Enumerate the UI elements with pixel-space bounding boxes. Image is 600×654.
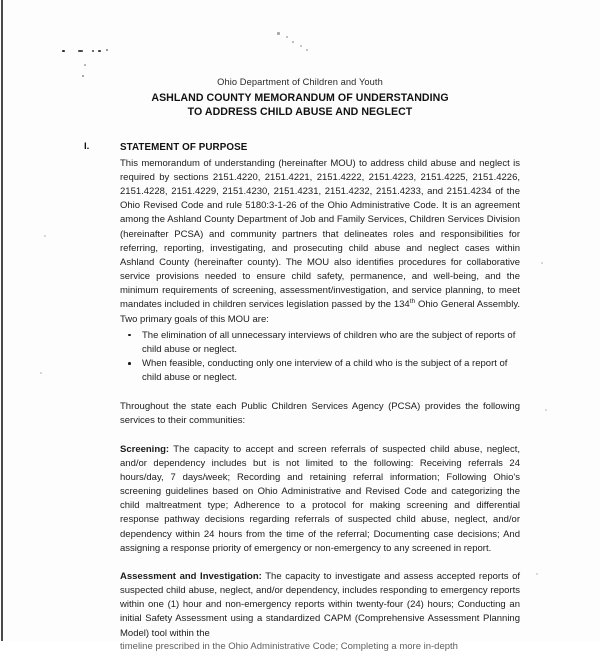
general-assembly-ordinal-suffix: th — [409, 298, 416, 306]
section-numeral: I. — [84, 140, 90, 152]
clipped-line-text: timeline prescribed in the Ohio Administrative Code; Completing a more in-depth — [120, 640, 458, 652]
title-line-1: ASHLAND COUNTY MEMORANDUM OF UNDERSTANDING — [151, 92, 449, 104]
throughout-state-paragraph — [120, 400, 520, 428]
assessment-paragraph — [120, 570, 520, 641]
section-statement-of-purpose — [0, 141, 600, 155]
purpose-paragraph-part-1: This memorandum of understanding (hereinafter MOU) to address child abuse and neglect is required by sections 2151.4220, 2151.4221, 2151.4222, 2151.4223, 2151.4225, 2151.4226, 2151.4228, 2151.4229, 2151.4230, 2151.4231, 2151.4232, 2151.4233, and 2151.4234 of the Ohio Revised Code and rule 5180:3-1-26 of the Ohio Administrative Code. It is an agreement among the Ashland County Department of Job and Family Services, Children Services Division (hereinafter PCSA) and community partners that delineates roles and responsibilities for referring, reporting, investigating, and prosecuting child abuse and neglect cases within Ashland County (hereinafter county). The MOU also identifies procedures for collaborative service provisions needed to ensure child safety, permanence, and well-being, and the minimum requirements of screening, assessment/investigation, and service planning, to meet mandates included in children services legislation passed by the — [120, 157, 520, 311]
paragraph-spacer — [120, 429, 520, 443]
title-line-2: TO ADDRESS CHILD ABUSE AND NEGLECT — [187, 106, 413, 119]
list-item-text: The elimination of all unnecessary interviews of children who are the subject of reports of child abuse or neglect. — [142, 329, 516, 355]
list-item — [120, 357, 520, 385]
screening-text: The capacity to accept and screen referrals of suspected child abuse, neglect, and/or dependency includes but is not limited to the following: Receiving referrals 24 hours/day, 7 days/week; Recording and retaining referral information; Following Ohio's screening guidelines based on Ohio Administrative and Revised Code and categorizing the child maltreatment type; Adherence to a protocol for making screening and differential response pathway decisions regarding referrals of suspected child abuse, neglect, and/or dependency within 24 hours from the time of the referral; Documenting case decisions; And assigning a response priority of emergency or non-emergency to any screened in report. — [120, 443, 520, 554]
bullet-dot-icon — [128, 334, 131, 337]
paragraph-spacer — [120, 556, 520, 570]
paragraph-spacer — [120, 385, 520, 400]
body-column — [0, 157, 600, 652]
screening-paragraph — [120, 443, 520, 556]
purpose-paragraph-part-2: Ohio General Assembly. Two primary goals of this MOU are: — [120, 299, 520, 325]
page-bottom-clipped-line — [120, 640, 520, 652]
document-header — [0, 76, 600, 120]
bullet-dot-icon — [128, 362, 131, 365]
list-item-text: When feasible, conducting only one interview of a child who is the subject of a report of child abuse or neglect. — [142, 358, 508, 384]
assessment-label: Assessment and Investigation: — [120, 570, 262, 582]
throughout-state-text: Throughout the state each Public Children Services Agency (PCSA) provides the following services to their communities: — [120, 401, 520, 427]
screening-label: Screening: — [120, 443, 170, 455]
page-title — [0, 91, 600, 120]
purpose-paragraph — [120, 157, 520, 327]
list-item — [120, 329, 520, 357]
primary-goals-list — [120, 329, 520, 386]
assessment-text: The capacity to investigate and assess accepted reports of suspected child abuse, neglect, and/or dependency, includes responding to emergency reports within one (1) hour and non-emergency reports within twenty-four (24) hours; Conducting an initial Safety Assessment using a standardized CAPM (Comprehensive Assessment Planning Model) tool within the — [120, 570, 520, 639]
section-heading: STATEMENT OF PURPOSE — [120, 141, 248, 153]
general-assembly-number: 134 — [393, 299, 410, 311]
agency-name: Ohio Department of Children and Youth — [217, 77, 383, 87]
